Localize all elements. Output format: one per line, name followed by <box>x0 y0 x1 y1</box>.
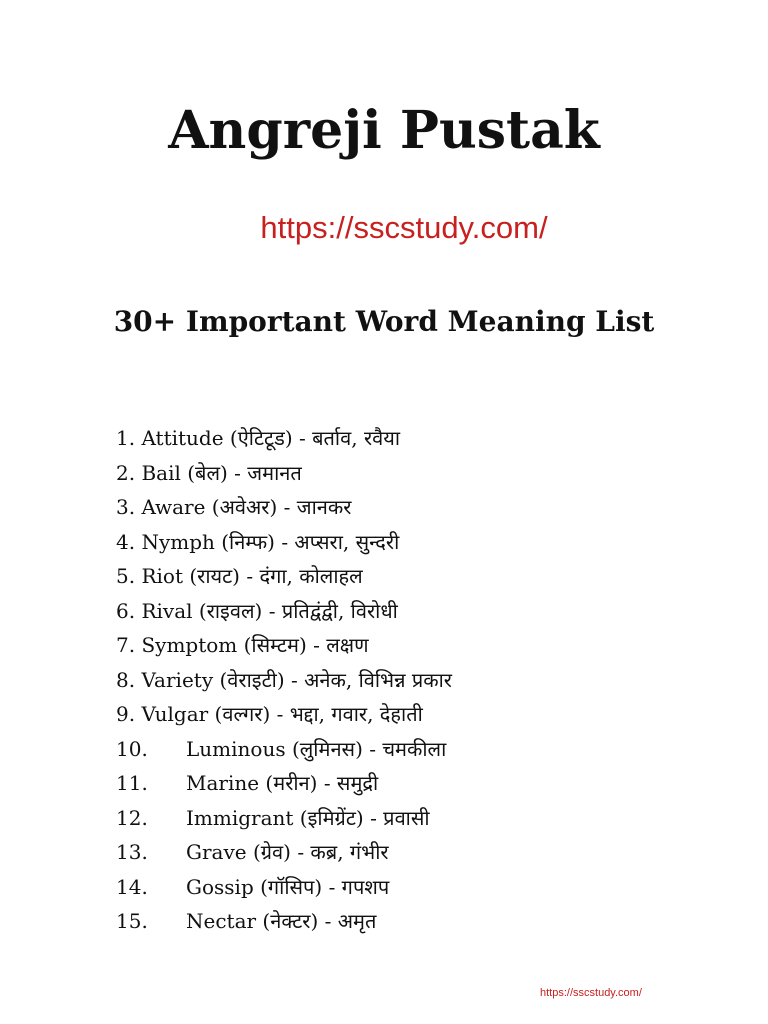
item-number: 8. <box>116 667 136 692</box>
item-text: Luminous (लुमिनस) - चमकीला <box>186 736 447 761</box>
list-item <box>116 766 736 801</box>
list-subtitle: 30+ Important Word Meaning List <box>113 305 655 338</box>
item-text: Grave (ग्रेव) - कब्र, गंभीर <box>186 840 389 864</box>
list-item <box>116 559 736 594</box>
item-number: 14. <box>116 874 148 899</box>
list-item <box>116 904 736 939</box>
list-item <box>116 525 736 560</box>
item-number: 3. <box>116 495 136 519</box>
list-item <box>116 870 736 905</box>
item-text: Nymph (निम्फ) - अप्सरा, सुन्दरी <box>141 529 400 554</box>
word-meaning-list <box>116 421 736 939</box>
list-item <box>116 594 736 629</box>
item-number: 9. <box>116 702 136 726</box>
item-number: 10. <box>116 736 148 761</box>
item-text: Symptom (सिम्टम) - लक्षण <box>141 633 369 657</box>
item-number: 11. <box>116 771 148 795</box>
item-number: 1. <box>116 426 136 450</box>
item-text: Attitude (ऐटिटूड) - बर्ताव, रवैया <box>141 426 401 450</box>
list-item <box>116 732 736 767</box>
item-number: 15. <box>116 909 148 933</box>
item-text: Aware (अवेअर) - जानकर <box>141 495 352 519</box>
item-text: Bail (बेल) - जमानत <box>141 460 302 485</box>
list-item <box>116 421 736 456</box>
item-text: Nectar (नेक्टर) - अमृत <box>186 909 377 933</box>
list-item <box>116 490 736 525</box>
item-text: Variety (वेराइटी) - अनेक, विभिन्न प्रकार <box>141 667 452 692</box>
item-text: Vulgar (वल्गर) - भद्दा, गवार, देहाती <box>141 702 423 726</box>
item-text: Gossip (गॉसिप) - गपशप <box>186 874 390 899</box>
item-text: Immigrant (इमिग्रेंट) - प्रवासी <box>186 805 430 830</box>
item-number: 6. <box>116 598 136 623</box>
item-number: 7. <box>116 633 136 657</box>
item-text: Rival (राइवल) - प्रतिद्वंद्वी, विरोधी <box>141 598 398 623</box>
list-item <box>116 801 736 836</box>
page-title: Angreji Pustak <box>168 100 600 161</box>
item-number: 2. <box>116 460 136 485</box>
footer-url-link[interactable]: https://sscstudy.com/ <box>540 987 642 999</box>
list-item <box>116 628 736 663</box>
item-number: 5. <box>116 564 136 588</box>
list-item <box>116 835 736 870</box>
item-text: Marine (मरीन) - समुद्री <box>186 771 379 795</box>
item-text: Riot (रायट) - दंगा, कोलाहल <box>141 564 363 588</box>
item-number: 13. <box>116 840 148 864</box>
site-url-link[interactable]: https://sscstudy.com/ <box>260 210 548 245</box>
list-item <box>116 697 736 732</box>
item-number: 12. <box>116 805 148 830</box>
list-item <box>116 456 736 491</box>
item-number: 4. <box>116 529 136 554</box>
list-item <box>116 663 736 698</box>
